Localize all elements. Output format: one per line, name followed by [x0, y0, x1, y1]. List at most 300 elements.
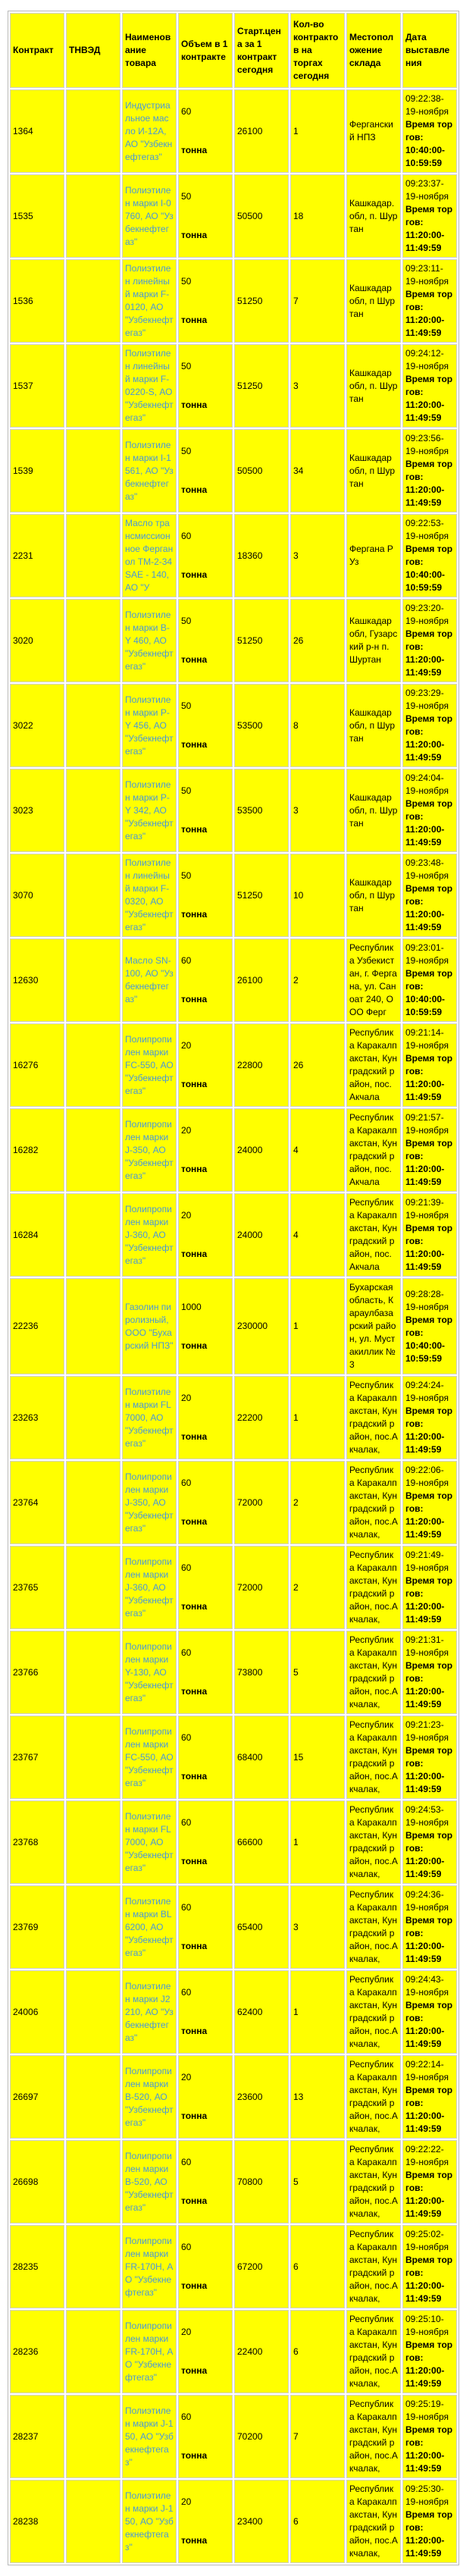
- contract-cell: 23766: [10, 1631, 64, 1714]
- contract-cell: 16276: [10, 1023, 64, 1107]
- listed-datetime: 09:25:10-19-ноября: [405, 2314, 449, 2337]
- contracts-count-cell: 1: [290, 1376, 345, 1459]
- table-body: [10, 89, 457, 2563]
- contracts-count-cell: 1: [290, 1970, 345, 2054]
- auction-time-label: Время торгов:: [405, 1314, 453, 1338]
- listed-datetime: 09:23:37-19-ноября: [405, 178, 449, 202]
- product-cell: [122, 89, 177, 173]
- product-cell: [122, 429, 177, 512]
- product-link[interactable]: Полипропилен марки FR-170H, АО "Узбекнефтегаз": [125, 2235, 174, 2298]
- column-header-product: Наименование товара: [122, 13, 177, 88]
- volume-unit: тонна: [181, 400, 208, 410]
- listed-datetime: 09:23:20-19-ноября: [405, 603, 449, 626]
- listed-datetime: 09:22:14-19-ноября: [405, 2059, 449, 2082]
- listing-date-cell: [402, 769, 457, 852]
- product-link[interactable]: Газолин пиролизный, ООО "Бухарский НПЗ": [125, 1301, 174, 1351]
- auction-time-label: Время торгов:: [405, 1745, 453, 1769]
- volume-cell: [178, 514, 233, 597]
- product-cell: [122, 1970, 177, 2054]
- listed-datetime: 09:21:49-19-ноября: [405, 1550, 449, 1573]
- volume-unit: тонна: [181, 1431, 208, 1442]
- tnved-cell: [66, 2140, 120, 2223]
- contracts-count-cell: 3: [290, 514, 345, 597]
- product-link[interactable]: Полиэтилен марки I-0760, АО "Узбекнефтегаз": [125, 184, 174, 247]
- volume-unit: тонна: [181, 654, 208, 665]
- volume-unit: тонна: [181, 315, 208, 325]
- product-cell: [122, 514, 177, 597]
- contract-cell: 28238: [10, 2480, 64, 2563]
- auction-time-range: 11:20:00-11:49:59: [405, 1431, 445, 1455]
- auction-time-range: 10:40:00-10:59:59: [405, 1340, 446, 1364]
- volume-cell: [178, 344, 233, 428]
- product-link[interactable]: Масло трансмиссионное Ферганол ТМ-2-34 SAE - 140, АО "У: [125, 518, 174, 593]
- listing-date-cell: [402, 1546, 457, 1629]
- contract-cell: 23764: [10, 1461, 64, 1544]
- listing-date-cell: [402, 1193, 457, 1277]
- volume-unit: тонна: [181, 1340, 208, 1351]
- auction-time-range: 11:20:00-11:49:59: [405, 1079, 445, 1102]
- product-link[interactable]: Полиэтилен марки P-Y 342, АО "Узбекнефтегаз": [125, 779, 174, 841]
- auction-time-range: 11:20:00-11:49:59: [405, 654, 445, 678]
- volume-unit: тонна: [181, 2111, 208, 2121]
- product-link[interactable]: Полипропилен марки J-350, АО "Узбекнефтегаз": [125, 1471, 174, 1534]
- table-row: [10, 769, 457, 852]
- listing-date-cell: [402, 344, 457, 428]
- volume-unit: тонна: [181, 909, 208, 920]
- product-link[interactable]: Полипропилен марки J-360, АО "Узбекнефтегаз": [125, 1203, 174, 1266]
- start-price-cell: 53500: [234, 684, 289, 767]
- tnved-cell: [66, 2310, 120, 2393]
- product-cell: [122, 684, 177, 767]
- product-link[interactable]: Полиэтилен марки I-1561, АО "Узбекнефтегаз": [125, 439, 174, 502]
- product-cell: [122, 769, 177, 852]
- contract-cell: 12630: [10, 939, 64, 1022]
- auction-time-label: Время торгов:: [405, 1490, 453, 1514]
- warehouse-location-cell: Республика Каракалпакстан, Кунградский район, пос.Акчалак,: [346, 1376, 401, 1459]
- auction-time-range: 11:20:00-11:49:59: [405, 2026, 445, 2049]
- listing-date-cell: [402, 1885, 457, 1969]
- volume-unit: тонна: [181, 1856, 208, 1866]
- auction-time-range: 11:20:00-11:49:59: [405, 2365, 445, 2389]
- start-price-cell: 73800: [234, 1631, 289, 1714]
- volume-number: 1000: [181, 1301, 202, 1312]
- contract-cell: 1535: [10, 174, 64, 258]
- product-cell: [122, 1108, 177, 1192]
- column-header-qty: Кол-во контрактов на торгах сегодня: [290, 13, 345, 88]
- product-link[interactable]: Полипропилен марки B-520, АО "Узбекнефтегаз": [125, 2150, 174, 2213]
- column-header-contract: Контракт: [10, 13, 64, 88]
- volume-unit: тонна: [181, 739, 208, 750]
- warehouse-location-cell: Республика Каракалпакстан, Кунградский район, пос.Акчалак,: [346, 2055, 401, 2139]
- auction-time-label: Время торгов:: [405, 459, 453, 482]
- warehouse-location-cell: Кашкадар обл, Гузарский р-н п. Шуртан: [346, 599, 401, 682]
- product-cell: [122, 2395, 177, 2478]
- warehouse-location-cell: Фергана Р Уз: [346, 514, 401, 597]
- auction-time-range: 11:20:00-11:49:59: [405, 824, 445, 848]
- warehouse-location-cell: Республика Каракалпакстан, Кунградский район, пос. Акчала: [346, 1023, 401, 1107]
- warehouse-location-cell: Республика Каракалпакстан, Кунградский район, пос.Акчалак,: [346, 2310, 401, 2393]
- contracts-count-cell: 6: [290, 2480, 345, 2563]
- warehouse-location-cell: Кашкадар обл, п. Шуртан: [346, 344, 401, 428]
- start-price-cell: 65400: [234, 1885, 289, 1969]
- tnved-cell: [66, 1631, 120, 1714]
- warehouse-location-cell: Республика Каракалпакстан, Кунградский район, пос. Акчала: [346, 1193, 401, 1277]
- product-link[interactable]: Полиэтилен линейный марки F-0320, АО "Узбекнефтегаз": [125, 857, 174, 932]
- volume-unit: тонна: [181, 824, 208, 835]
- product-link[interactable]: Полипропилен марки FR-170H, АО "Узбекнефтегаз": [125, 2320, 174, 2383]
- volume-number: 20: [181, 2327, 192, 2337]
- volume-cell: [178, 1193, 233, 1277]
- listing-date-cell: [402, 939, 457, 1022]
- table-row: [10, 174, 457, 258]
- table-row: [10, 854, 457, 937]
- volume-unit: тонна: [181, 1601, 208, 1612]
- listed-datetime: 09:23:01-19-ноября: [405, 942, 449, 966]
- product-cell: [122, 174, 177, 258]
- tnved-cell: [66, 2480, 120, 2563]
- tnved-cell: [66, 1461, 120, 1544]
- table-row: [10, 1546, 457, 1629]
- volume-number: 60: [181, 2242, 192, 2252]
- trading-contracts-table: [8, 11, 459, 2565]
- product-cell: [122, 1800, 177, 1884]
- product-cell: [122, 1023, 177, 1107]
- product-link[interactable]: Полипропилен марки J-360, АО "Узбекнефтегаз": [125, 1556, 174, 1619]
- volume-cell: [178, 1970, 233, 2054]
- volume-unit: тонна: [181, 145, 208, 155]
- product-link[interactable]: Полипропилен марки J-350, АО "Узбекнефтегаз": [125, 1118, 174, 1181]
- warehouse-location-cell: Республика Каракалпакстан, Кунградский район, пос. Акчала: [346, 1108, 401, 1192]
- warehouse-location-cell: Кашкадар обл, п Шуртан: [346, 684, 401, 767]
- warehouse-location-cell: Республика Каракалпакстан, Кунградский район, пос.Акчалак,: [346, 2140, 401, 2223]
- tnved-cell: [66, 599, 120, 682]
- auction-time-label: Время торгов:: [405, 1575, 453, 1599]
- table-row: [10, 2055, 457, 2139]
- start-price-cell: 50500: [234, 174, 289, 258]
- tnved-cell: [66, 1023, 120, 1107]
- tnved-cell: [66, 1716, 120, 1799]
- product-link[interactable]: Полипропилен марки B-520, АО "Узбекнефтегаз": [125, 2065, 174, 2128]
- listing-date-cell: [402, 1970, 457, 2054]
- volume-unit: тонна: [181, 994, 208, 1004]
- product-link[interactable]: Полипропилен марки Y-130, АО "Узбекнефтегаз": [125, 1641, 174, 1703]
- listed-datetime: 09:21:14-19-ноября: [405, 1027, 449, 1051]
- listed-datetime: 09:24:53-19-ноября: [405, 1804, 449, 1828]
- tnved-cell: [66, 1278, 120, 1374]
- volume-cell: [178, 2140, 233, 2223]
- product-link[interactable]: Полиэтилен марки BL6200, АО "Узбекнефтегаз": [125, 1895, 174, 1958]
- contracts-count-cell: 6: [290, 2225, 345, 2308]
- auction-time-label: Время торгов:: [405, 374, 453, 397]
- product-link[interactable]: Индустриальное масло И-12А, АО "Узбекнефтегаз": [125, 99, 173, 162]
- contract-cell: 3023: [10, 769, 64, 852]
- contracts-count-cell: 10: [290, 854, 345, 937]
- start-price-cell: 51250: [234, 259, 289, 343]
- tnved-cell: [66, 1970, 120, 2054]
- table-row: [10, 1193, 457, 1277]
- header-row: [10, 13, 457, 88]
- auction-time-range: 11:20:00-11:49:59: [405, 2195, 445, 2219]
- volume-cell: [178, 89, 233, 173]
- auction-time-range: 10:40:00-10:59:59: [405, 569, 446, 593]
- listed-datetime: 09:22:38-19-ноября: [405, 93, 449, 117]
- column-header-volume: Объем в 1 контракте: [178, 13, 233, 88]
- listing-date-cell: [402, 2140, 457, 2223]
- start-price-cell: 72000: [234, 1546, 289, 1629]
- auction-time-label: Время торгов:: [405, 1053, 453, 1076]
- product-cell: [122, 259, 177, 343]
- contracts-count-cell: 1: [290, 89, 345, 173]
- contracts-count-cell: 2: [290, 1546, 345, 1629]
- tnved-cell: [66, 259, 120, 343]
- volume-number: 50: [181, 870, 192, 881]
- auction-time-label: Время торгов:: [405, 544, 453, 567]
- volume-cell: [178, 259, 233, 343]
- start-price-cell: 53500: [234, 769, 289, 852]
- table-row: [10, 344, 457, 428]
- contracts-count-cell: 34: [290, 429, 345, 512]
- volume-cell: [178, 1278, 233, 1374]
- contracts-count-cell: 2: [290, 1461, 345, 1544]
- contract-cell: 28237: [10, 2395, 64, 2478]
- product-cell: [122, 2310, 177, 2393]
- contracts-count-cell: 5: [290, 1631, 345, 1714]
- start-price-cell: 50500: [234, 429, 289, 512]
- table-row: [10, 259, 457, 343]
- auction-time-range: 11:20:00-11:49:59: [405, 1771, 445, 1794]
- auction-time-range: 11:20:00-11:49:59: [405, 739, 445, 763]
- product-cell: [122, 1376, 177, 1459]
- volume-unit: тонна: [181, 2450, 208, 2461]
- product-link[interactable]: Полиэтилен линейный марки F-0220-S, АО "Узбекнефтегаз": [125, 348, 174, 423]
- contract-cell: 23263: [10, 1376, 64, 1459]
- auction-time-range: 11:20:00-11:49:59: [405, 1856, 445, 1879]
- auction-time-label: Время торгов:: [405, 2000, 453, 2023]
- tnved-cell: [66, 1800, 120, 1884]
- contracts-count-cell: 7: [290, 259, 345, 343]
- listed-datetime: 09:24:36-19-ноября: [405, 1889, 449, 1913]
- table-row: [10, 1461, 457, 1544]
- contract-cell: 23768: [10, 1800, 64, 1884]
- auction-time-label: Время торгов:: [405, 628, 453, 652]
- table-row: [10, 1970, 457, 2054]
- start-price-cell: 26100: [234, 939, 289, 1022]
- volume-cell: [178, 1800, 233, 1884]
- contract-cell: 3022: [10, 684, 64, 767]
- listing-date-cell: [402, 1376, 457, 1459]
- listing-date-cell: [402, 1023, 457, 1107]
- warehouse-location-cell: Кашкадар обл, п. Шуртан: [346, 769, 401, 852]
- volume-number: 20: [181, 2496, 192, 2507]
- start-price-cell: 68400: [234, 1716, 289, 1799]
- volume-number: 60: [181, 955, 192, 966]
- warehouse-location-cell: Республика Каракалпакстан, Кунградский район, пос.Акчалак,: [346, 1885, 401, 1969]
- contract-cell: 22236: [10, 1278, 64, 1374]
- table-row: [10, 1631, 457, 1714]
- volume-number: 50: [181, 616, 192, 626]
- contracts-count-cell: 26: [290, 1023, 345, 1107]
- warehouse-location-cell: Республика Узбекистан, г. Фергана, ул. Саноат 240, ООО Ферг: [346, 939, 401, 1022]
- contracts-count-cell: 13: [290, 2055, 345, 2139]
- listing-date-cell: [402, 854, 457, 937]
- volume-cell: [178, 939, 233, 1022]
- auction-time-range: 11:20:00-11:49:59: [405, 1941, 445, 1964]
- product-link[interactable]: Полипропилен марки FC-550, АО "Узбекнефтегаз": [125, 1033, 174, 1096]
- tnved-cell: [66, 769, 120, 852]
- listed-datetime: 09:21:39-19-ноября: [405, 1197, 449, 1221]
- product-link[interactable]: Полиэтилен марки J2210, АО "Узбекнефтегаз": [125, 1980, 174, 2043]
- volume-cell: [178, 1885, 233, 1969]
- volume-cell: [178, 854, 233, 937]
- auction-time-label: Время торгов:: [405, 798, 453, 822]
- product-cell: [122, 854, 177, 937]
- listing-date-cell: [402, 599, 457, 682]
- start-price-cell: 23600: [234, 2055, 289, 2139]
- start-price-cell: 24000: [234, 1108, 289, 1192]
- start-price-cell: 18360: [234, 514, 289, 597]
- start-price-cell: 51250: [234, 854, 289, 937]
- table-row: [10, 939, 457, 1022]
- table-row: [10, 1023, 457, 1107]
- table-row: [10, 2480, 457, 2563]
- tnved-cell: [66, 684, 120, 767]
- column-header-listed: Дата выставления: [402, 13, 457, 88]
- product-cell: [122, 344, 177, 428]
- volume-unit: тонна: [181, 1079, 208, 1089]
- listed-datetime: 09:25:19-19-ноября: [405, 2399, 449, 2422]
- tnved-cell: [66, 2225, 120, 2308]
- auction-time-range: 11:20:00-11:49:59: [405, 2111, 445, 2134]
- volume-cell: [178, 1461, 233, 1544]
- listing-date-cell: [402, 2310, 457, 2393]
- auction-time-label: Время торгов:: [405, 2424, 453, 2448]
- volume-number: 60: [181, 1987, 192, 1998]
- listed-datetime: 09:22:53-19-ноября: [405, 518, 449, 541]
- auction-time-range: 10:40:00-10:59:59: [405, 145, 446, 168]
- auction-time-label: Время торгов:: [405, 1660, 453, 1684]
- tnved-cell: [66, 1193, 120, 1277]
- table-header: [10, 13, 457, 88]
- volume-cell: [178, 174, 233, 258]
- listing-date-cell: [402, 1800, 457, 1884]
- volume-unit: тонна: [181, 2535, 208, 2546]
- contract-cell: 1536: [10, 259, 64, 343]
- volume-number: 20: [181, 2072, 192, 2082]
- contract-cell: 16284: [10, 1193, 64, 1277]
- product-link[interactable]: Полиэтилен линейный марки F-0120, АО "Узбекнефтегаз": [125, 263, 174, 338]
- auction-time-range: 10:40:00-10:59:59: [405, 994, 446, 1017]
- listed-datetime: 09:28:28-19-ноября: [405, 1288, 449, 1312]
- column-header-tnved: ТНВЭД: [66, 13, 120, 88]
- volume-cell: [178, 2395, 233, 2478]
- product-link[interactable]: Полиэтилен марки J-150, АО "Узбекнефтегаз": [125, 2490, 174, 2552]
- listed-datetime: 09:24:24-19-ноября: [405, 1380, 449, 1403]
- warehouse-location-cell: Кашкадар обл, п Шуртан: [346, 259, 401, 343]
- volume-unit: тонна: [181, 2026, 208, 2036]
- auction-time-label: Время торгов:: [405, 204, 453, 227]
- product-link[interactable]: Полиэтилен марки B-Y 460, АО "Узбекнефтегаз": [125, 609, 174, 672]
- product-link[interactable]: Полиэтилен марки FL7000, АО "Узбекнефтегаз": [125, 1386, 174, 1449]
- volume-unit: тонна: [181, 1771, 208, 1782]
- start-price-cell: 23400: [234, 2480, 289, 2563]
- warehouse-location-cell: Республика Каракалпакстан, Кунградский район, пос.Акчалак,: [346, 1461, 401, 1544]
- volume-unit: тонна: [181, 484, 208, 495]
- tnved-cell: [66, 174, 120, 258]
- contracts-count-cell: 4: [290, 1193, 345, 1277]
- tnved-cell: [66, 429, 120, 512]
- auction-time-label: Время торгов:: [405, 2339, 453, 2363]
- auction-time-label: Время торгов:: [405, 883, 453, 907]
- contract-cell: 1539: [10, 429, 64, 512]
- product-cell: [122, 2225, 177, 2308]
- volume-number: 50: [181, 361, 192, 371]
- volume-number: 60: [181, 1647, 192, 1658]
- contracts-count-cell: 2: [290, 939, 345, 1022]
- listing-date-cell: [402, 2225, 457, 2308]
- listing-date-cell: [402, 1108, 457, 1192]
- product-cell: [122, 1885, 177, 1969]
- volume-number: 50: [181, 785, 192, 796]
- start-price-cell: 22800: [234, 1023, 289, 1107]
- product-link[interactable]: Полиэтилен марки J-150, АО "Узбекнефтегаз": [125, 2405, 174, 2468]
- volume-cell: [178, 2310, 233, 2393]
- product-cell: [122, 1631, 177, 1714]
- warehouse-location-cell: Республика Каракалпакстан, Кунградский район, пос.Акчалак,: [346, 2225, 401, 2308]
- listed-datetime: 09:23:48-19-ноября: [405, 857, 449, 881]
- warehouse-location-cell: Республика Каракалпакстан, Кунградский район, пос.Акчалак,: [346, 1970, 401, 2054]
- auction-time-range: 11:20:00-11:49:59: [405, 1516, 445, 1540]
- volume-number: 20: [181, 1393, 192, 1403]
- tnved-cell: [66, 939, 120, 1022]
- table-row: [10, 1376, 457, 1459]
- contract-cell: 1364: [10, 89, 64, 173]
- tnved-cell: [66, 89, 120, 173]
- listed-datetime: 09:23:11-19-ноября: [405, 263, 449, 287]
- auction-time-range: 11:20:00-11:49:59: [405, 484, 445, 508]
- volume-unit: тонна: [181, 2195, 208, 2206]
- contracts-count-cell: 8: [290, 684, 345, 767]
- contracts-count-cell: 18: [290, 174, 345, 258]
- contracts-count-cell: 1: [290, 1278, 345, 1374]
- warehouse-location-cell: Кашкадар обл, п Шуртан: [346, 429, 401, 512]
- start-price-cell: 26100: [234, 89, 289, 173]
- volume-cell: [178, 1546, 233, 1629]
- auction-time-label: Время торгов:: [405, 1830, 453, 1854]
- product-link[interactable]: Полипропилен марки FC-550, АО "Узбекнефтегаз": [125, 1725, 174, 1788]
- listed-datetime: 09:22:22-19-ноября: [405, 2144, 449, 2167]
- auction-time-label: Время торгов:: [405, 713, 453, 737]
- listed-datetime: 09:24:04-19-ноября: [405, 772, 449, 796]
- tnved-cell: [66, 514, 120, 597]
- start-price-cell: 72000: [234, 1461, 289, 1544]
- auction-time-range: 11:20:00-11:49:59: [405, 2535, 445, 2559]
- contracts-count-cell: 5: [290, 2140, 345, 2223]
- table-row: [10, 89, 457, 173]
- listing-date-cell: [402, 684, 457, 767]
- warehouse-location-cell: Республика Каракалпакстан, Кунградский район, пос.Акчалак,: [346, 2395, 401, 2478]
- product-link[interactable]: Полиэтилен марки FL7000, АО "Узбекнефтегаз": [125, 1810, 174, 1873]
- product-link[interactable]: Полиэтилен марки P-Y 456, АО "Узбекнефтегаз": [125, 694, 174, 757]
- listing-date-cell: [402, 2055, 457, 2139]
- product-link[interactable]: Масло SN-100, АО "Узбекнефтегаз": [125, 955, 174, 1004]
- auction-time-label: Время торгов:: [405, 289, 453, 312]
- auction-time-range: 11:20:00-11:49:59: [405, 2450, 445, 2474]
- contract-cell: 3020: [10, 599, 64, 682]
- volume-number: 50: [181, 276, 192, 287]
- start-price-cell: 66600: [234, 1800, 289, 1884]
- contracts-count-cell: 15: [290, 1716, 345, 1799]
- contract-cell: 16282: [10, 1108, 64, 1192]
